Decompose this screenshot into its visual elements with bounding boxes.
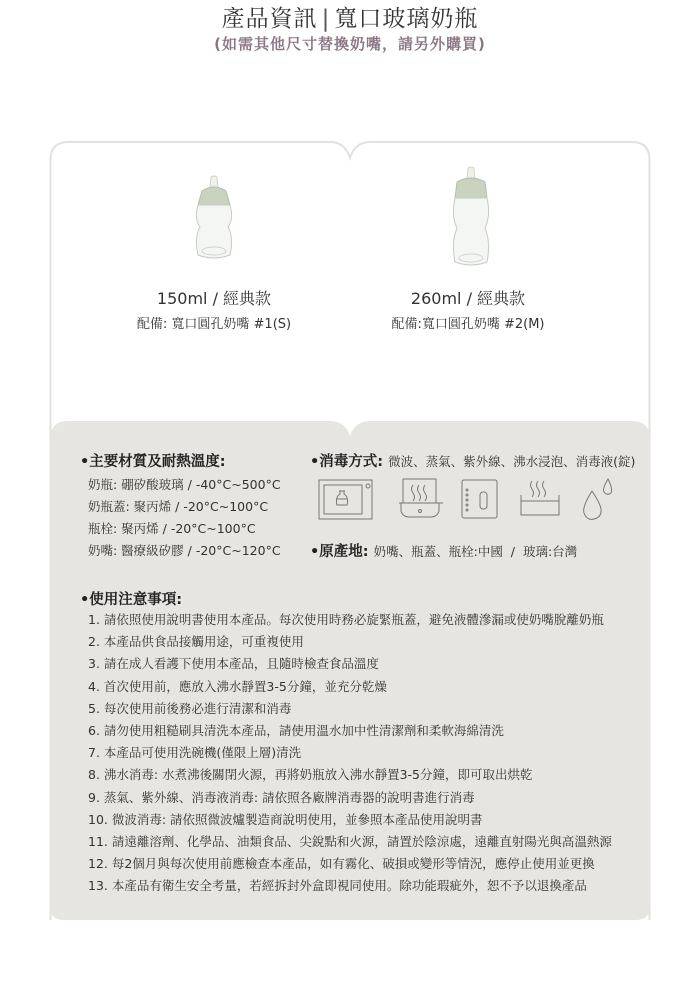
- origin-label: •原產地:: [310, 544, 369, 560]
- disinfection-methods: 微波、蒸氣、紫外線、沸水浸泡、消毒液(錠): [388, 454, 636, 469]
- usage-item: 1. 請依照使用說明書使用本產品。每次使用時務必旋緊瓶蓋，避免液體滲漏或使奶嘴脫離奶瓶: [88, 612, 604, 627]
- usage-item: 4. 首次使用前，應放入沸水靜置3-5分鐘，並充分乾燥: [88, 678, 387, 694]
- product-size-150: 150ml / 經典款: [156, 289, 272, 308]
- disinfection-heading: [310, 450, 635, 471]
- material-line: 奶瓶蓋: 聚丙烯 / -20°C~100°C: [88, 499, 269, 514]
- title-right: 寬口玻璃奶瓶: [334, 6, 479, 32]
- steam-sterilizer-icon: [397, 477, 445, 521]
- material-line: 奶嘴: 醫療級矽膠 / -20°C~120°C: [88, 543, 281, 558]
- origin-value: 奶嘴、瓶蓋、瓶栓:中國 / 玻璃:台灣: [373, 544, 578, 559]
- product-accessory-260: 配備:寬口圓孔奶嘴 #2(M): [391, 317, 545, 332]
- bottle-260ml-image: [445, 166, 497, 268]
- material-line: 瓶栓: 聚丙烯 / -20°C~100°C: [88, 521, 256, 536]
- origin-heading: [310, 540, 577, 561]
- product-accessory-150: 配備: 寬口圓孔奶嘴 #1(S): [136, 317, 292, 332]
- usage-item: 11. 請遠離溶劑、化學品、油類食品、尖銳點和火源，請置於陰涼處，遠離直射陽光與高溫熱源: [88, 833, 612, 849]
- title-left: 產品資訊: [221, 6, 318, 32]
- bottle-150ml-image: [190, 175, 238, 261]
- material-line: 奶瓶: 硼矽酸玻璃 / -40°C~500°C: [88, 477, 281, 492]
- boiling-pot-icon: [515, 477, 565, 521]
- nipple-purchase-note: (如需其他尺寸替換奶嘴，請另外購買): [214, 35, 486, 53]
- usage-item: 10. 微波消毒: 請依照微波爐製造商說明使用，並參照本產品使用說明書: [88, 811, 483, 827]
- usage-item: 12. 每2個月與每次使用前應檢查本產品，如有霧化、破損或變形等情況，應停止使用並更換: [88, 856, 595, 872]
- materials-heading: •主要材質及耐熱溫度:: [80, 454, 226, 470]
- usage-item: 13. 本產品有衛生安全考量，若經拆封外盒即視同使用。除功能瑕疵外，恕不予以退換產品: [88, 878, 587, 894]
- uv-sterilizer-icon: [460, 477, 500, 521]
- usage-item: 2. 本產品供食品接觸用途，可重複使用: [88, 634, 304, 650]
- usage-item: 5. 每次使用前後務必進行清潔和消毒: [88, 700, 292, 716]
- usage-item: 6. 請勿使用粗糙刷具清洗本產品，請使用溫水加中性清潔劑和柔軟海綿清洗: [88, 722, 504, 738]
- disinfection-label: •消毒方式:: [310, 454, 384, 470]
- usage-item: 9. 蒸氣、紫外線、消毒液消毒: 請依照各廠牌消毒器的說明書進行消毒: [88, 789, 475, 805]
- product-size-260: 260ml / 經典款: [410, 289, 526, 308]
- liquid-drop-icon: [578, 477, 618, 521]
- usage-item: 8. 沸水消毒: 水煮沸後關閉火源，再將奶瓶放入沸水靜置3-5分鐘，即可取出烘乾: [88, 767, 533, 783]
- microwave-icon: [318, 477, 380, 521]
- usage-heading: •使用注意事項:: [80, 592, 183, 608]
- usage-item: 3. 請在成人看護下使用本產品，且隨時檢查食品溫度: [88, 656, 379, 672]
- usage-list: [88, 610, 612, 898]
- title-separator: |: [321, 6, 331, 32]
- usage-item: 7. 本產品可使用洗碗機(僅限上層)清洗: [88, 745, 302, 761]
